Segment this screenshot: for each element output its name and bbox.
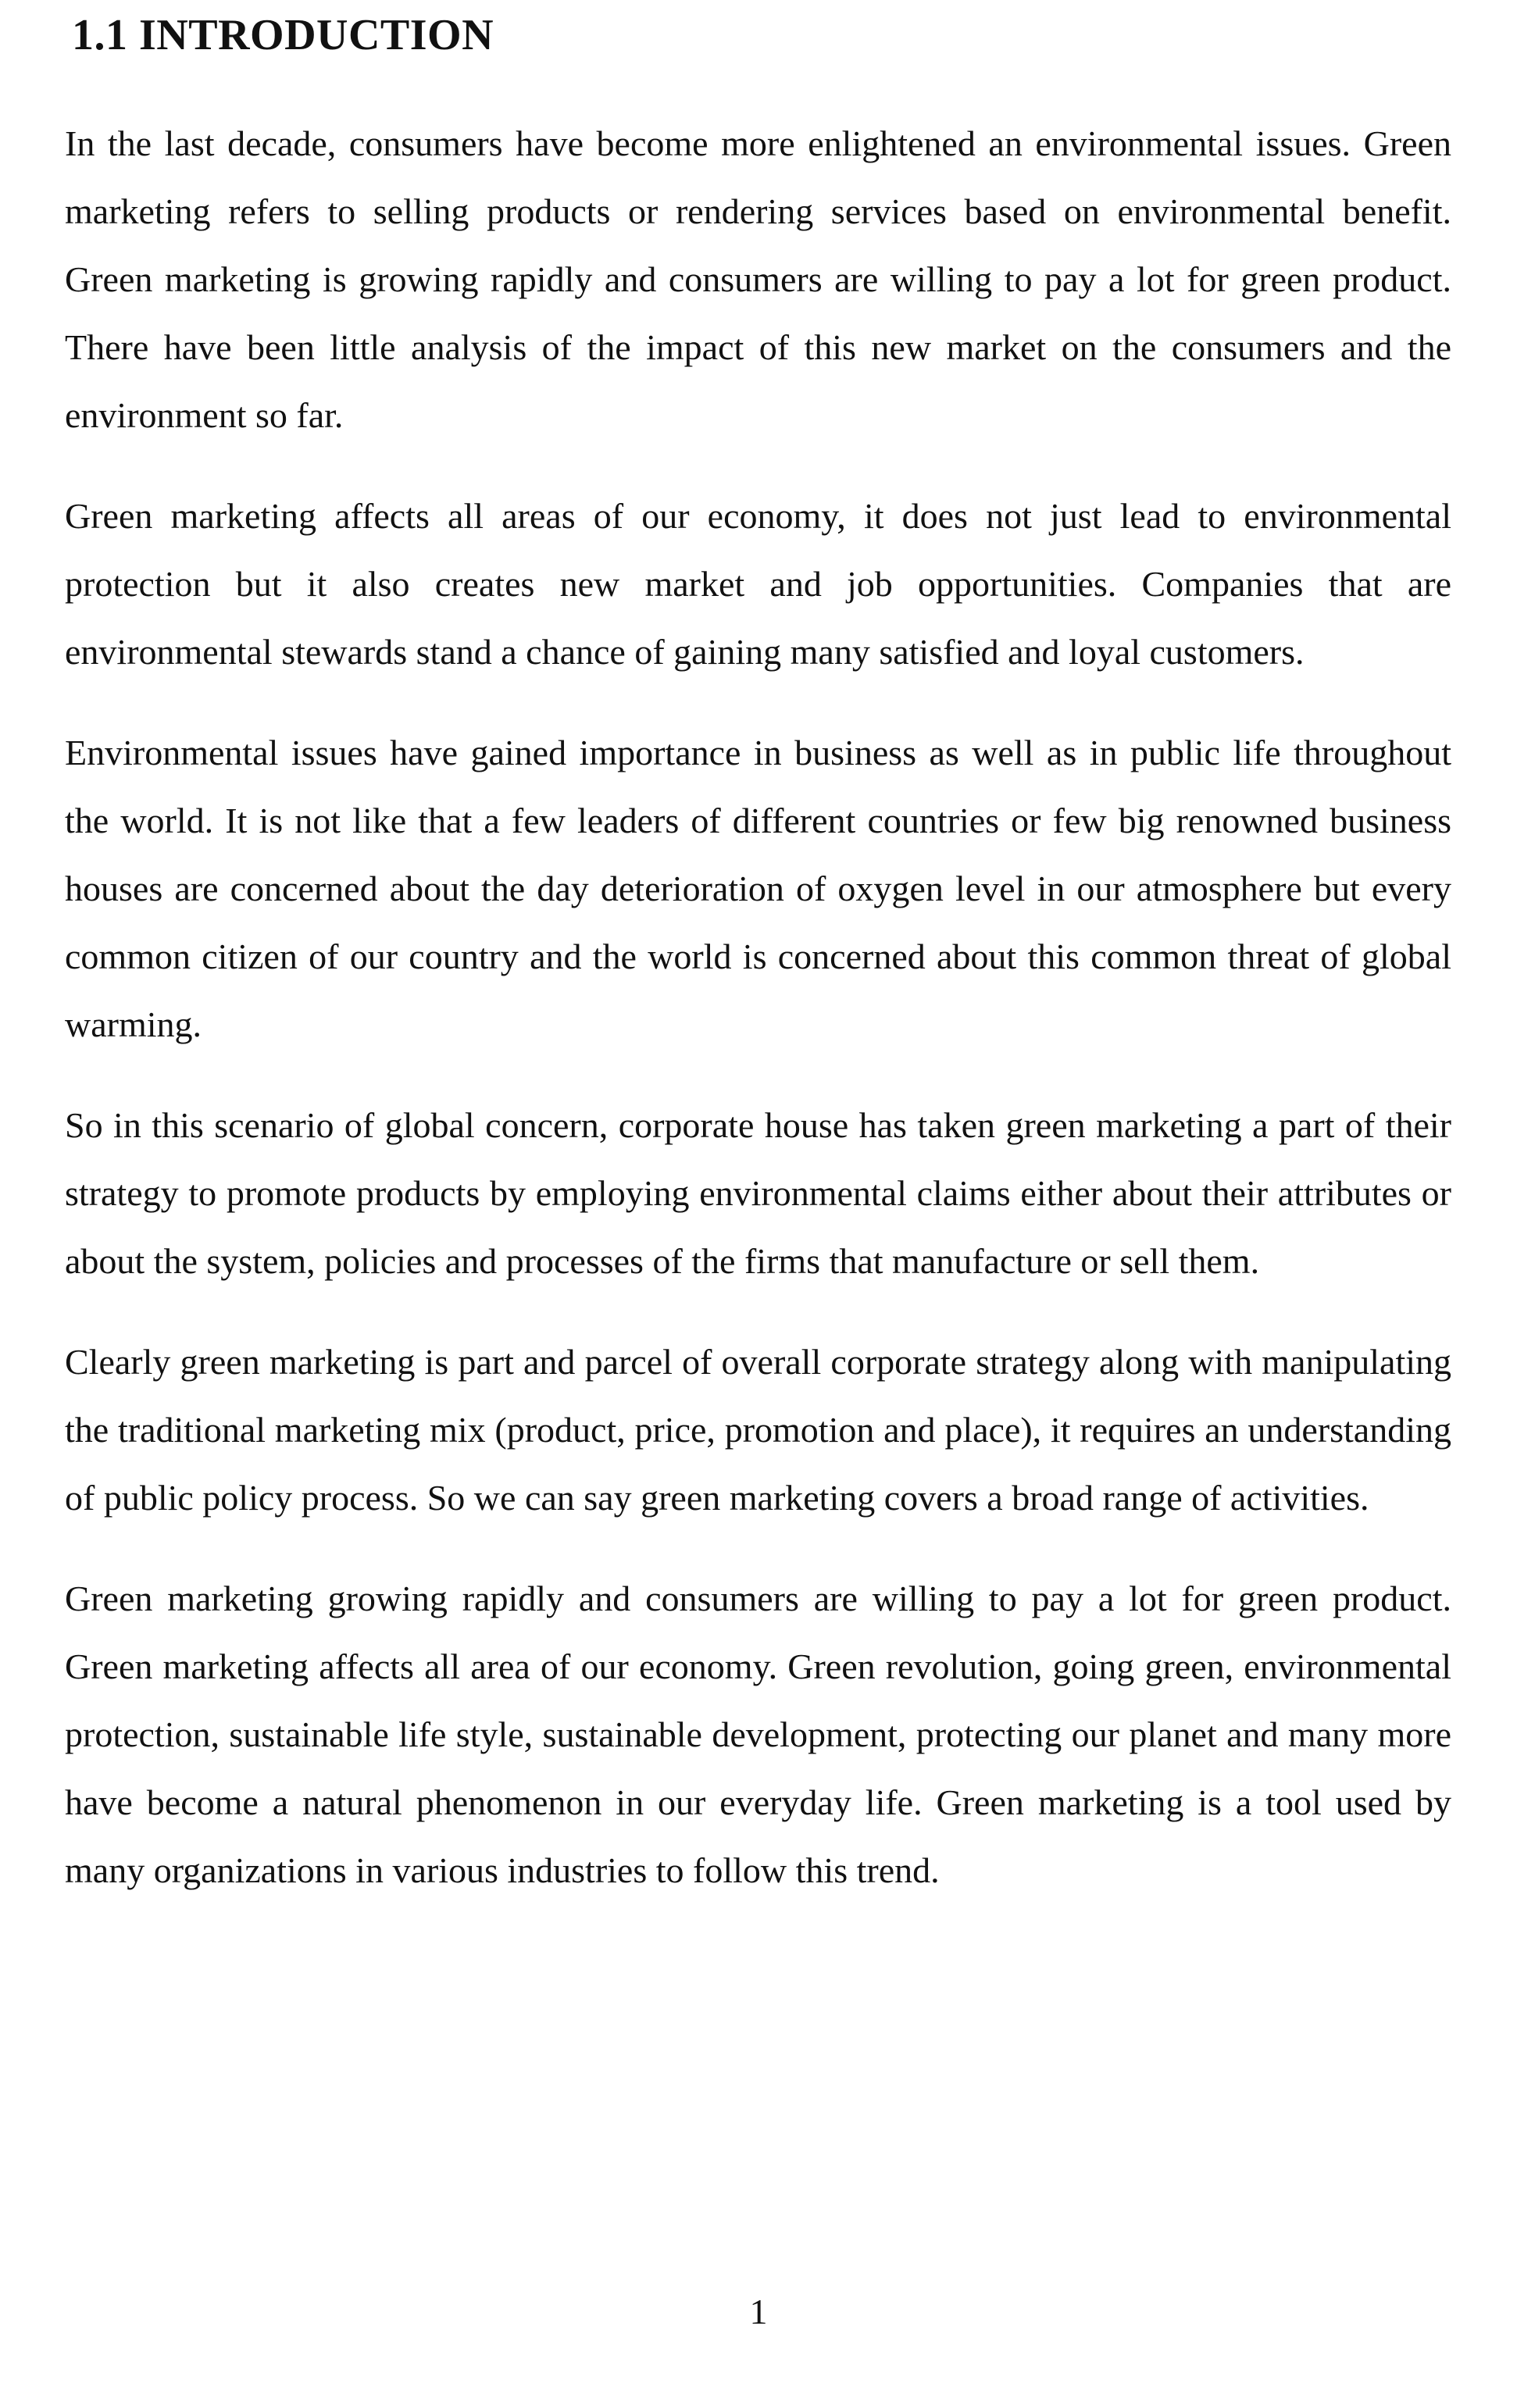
paragraph-5: Clearly green marketing is part and parcel of overall corporate strategy along with manipulating the traditional marketing mix (product, price, promotion and place), it requires an understanding of public policy process. So we can say green marketing covers a broad range of activities. [65,1342,1451,1518]
paragraph-2: Green marketing affects all areas of our economy, it does not just lead to environmental protection but it also creates new market and job opportunities. Companies that are environmental stewards stand a chance of gaining many satisfied and loyal customers. [65,496,1451,672]
paragraph-6: Green marketing growing rapidly and consumers are willing to pay a lot for green product. Green marketing affects all area of our economy. Green revolution, going green, environmental protection, sustainable life style, sustainable development, protecting our planet and many more have become a natural phenomenon in our everyday life. Green marketing is a tool used by many organizations in various industries to follow this trend. [65,1579,1451,1890]
paragraph-1: In the last decade, consumers have become more enlightened an environmental issues. Green marketing refers to selling products or rendering services based on environmental benefit. Green marketing is growing rapidly and consumers are willing to pay a lot for green product. There have been little analysis of the impact of this new market on the consumers and the environment so far. [65,123,1451,435]
page-number: 1 [749,2292,768,2331]
document-body [65,109,1451,1937]
section-heading: 1.1 INTRODUCTION [72,11,494,59]
paragraph-3: Environmental issues have gained importance in business as well as in public life throughout the world. It is not like that a few leaders of different countries or few big renowned business houses are concerned about the day deterioration of oxygen level in our atmosphere but every common citizen of our country and the world is concerned about this common threat of global warming. [65,733,1451,1044]
paragraph-4: So in this scenario of global concern, corporate house has taken green marketing a part of their strategy to promote products by employing environmental claims either about their attributes or about the system, policies and processes of the firms that manufacture or sell them. [65,1105,1451,1281]
